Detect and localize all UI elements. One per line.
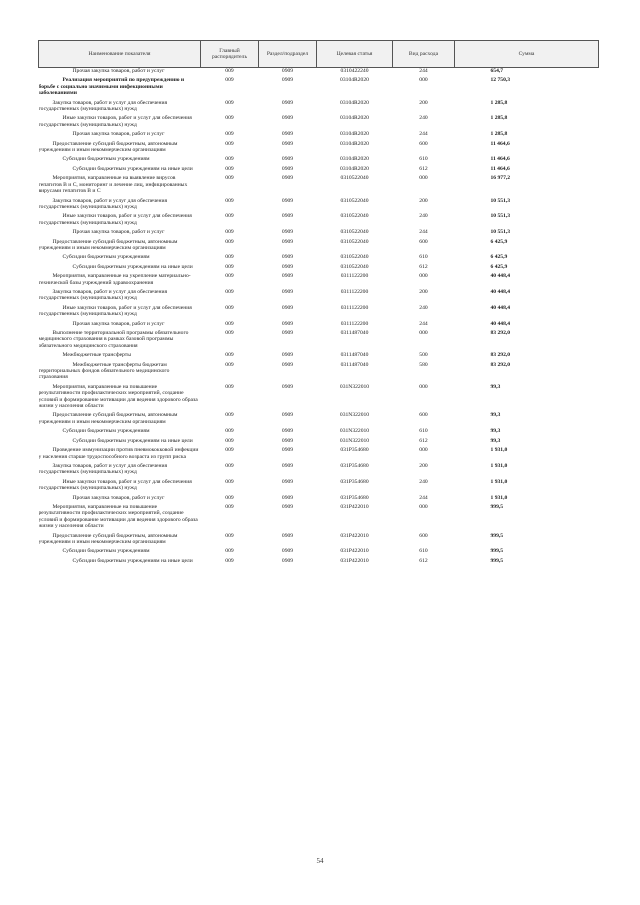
row-target-article: 031P422010 <box>340 503 369 510</box>
row-expense-type: 600 <box>419 532 428 539</box>
row-razdel: 0909 <box>281 238 294 245</box>
row-grbs: 009 <box>225 548 234 555</box>
table-row <box>39 270 599 286</box>
row-razdel: 0909 <box>281 548 294 555</box>
row-grbs: 009 <box>225 175 234 182</box>
row-target-article: 0311487040 <box>340 361 369 368</box>
table-row <box>39 251 599 260</box>
row-target-article: 031P354680 <box>340 494 369 501</box>
row-expense-type: 000 <box>419 330 428 336</box>
row-sum: 11 464,6 <box>490 140 510 147</box>
table-row <box>39 68 599 75</box>
row-target-article: 0310422240 <box>340 68 369 74</box>
row-grbs: 009 <box>225 447 234 454</box>
row-grbs: 009 <box>225 131 234 138</box>
row-sum: 6 425,9 <box>490 263 508 270</box>
row-razdel: 0909 <box>281 131 294 138</box>
row-expense-type: 240 <box>419 213 428 220</box>
row-sum: 12 750,3 <box>490 77 511 84</box>
table-row <box>39 97 599 113</box>
row-grbs: 009 <box>225 494 234 501</box>
row-sum: 1 285,8 <box>490 99 508 106</box>
row-grbs: 009 <box>225 478 234 485</box>
row-target-article: 0310522040 <box>340 263 369 270</box>
row-sum: 1 931,0 <box>490 478 508 485</box>
row-sum: 16 977,2 <box>490 175 511 182</box>
row-target-article: 031P422010 <box>340 548 369 555</box>
row-expense-type: 000 <box>419 447 428 454</box>
table-row <box>39 501 599 530</box>
table-header <box>39 41 599 68</box>
header-sum: Сумма <box>455 41 599 68</box>
row-grbs: 009 <box>225 330 234 336</box>
row-sum: 999,5 <box>490 503 504 510</box>
row-grbs: 009 <box>225 428 234 435</box>
row-grbs: 009 <box>225 238 234 245</box>
row-grbs: 009 <box>225 165 234 172</box>
row-grbs: 009 <box>225 115 234 122</box>
row-razdel: 0909 <box>281 156 294 163</box>
row-name: Закупка товаров, работ и услуг для обеспечения государственных (муниципальных) нужд <box>38 99 168 113</box>
row-grbs: 009 <box>225 254 234 261</box>
row-razdel: 0909 <box>281 412 294 419</box>
row-grbs: 009 <box>225 288 234 295</box>
row-expense-type: 500 <box>419 352 428 359</box>
row-expense-type: 200 <box>419 197 428 204</box>
row-razdel: 0909 <box>281 273 294 280</box>
row-sum: 83 292,0 <box>490 361 511 368</box>
row-expense-type: 244 <box>419 68 428 74</box>
row-target-article: 0310522040 <box>340 197 369 204</box>
row-name: Проведение иммунизации против пневмококковой инфекции у населения старше трудоспособного возраста из групп риска <box>38 447 199 460</box>
row-name: Выполнение территориальной программы обязательного медицинского страхования в рамках базовой программы обязательного медицинского страхования <box>38 330 189 349</box>
table-row <box>39 226 599 235</box>
table-row <box>39 492 599 501</box>
row-razdel: 0909 <box>281 320 294 327</box>
row-razdel: 0909 <box>281 462 294 469</box>
row-target-article: 031N322010 <box>339 437 370 444</box>
row-razdel: 0909 <box>281 557 294 564</box>
row-razdel: 0909 <box>281 115 294 122</box>
row-razdel: 0909 <box>281 304 294 311</box>
budget-table <box>38 40 599 564</box>
row-target-article: 0310522040 <box>340 229 369 236</box>
row-expense-type: 240 <box>419 304 428 311</box>
row-name: Предоставление субсидий бюджетным, автономным учреждениям и иным некоммерческим организациям <box>38 412 178 425</box>
row-expense-type: 000 <box>419 175 428 182</box>
row-name: Прочая закупка товаров, работ и услуг <box>72 68 165 74</box>
row-sum: 40 448,4 <box>490 288 511 295</box>
table-row <box>39 545 599 554</box>
row-razdel: 0909 <box>281 437 294 444</box>
row-name: Иные закупки товаров, работ и услуг для обеспечения государственных (муниципальных) нужд <box>38 213 192 226</box>
row-target-article: 0311487040 <box>340 330 369 336</box>
row-sum: 83 292,0 <box>490 352 511 359</box>
row-expense-type: 600 <box>419 140 428 147</box>
row-expense-type: 610 <box>419 548 428 555</box>
row-grbs: 009 <box>225 437 234 444</box>
row-name: Мероприятия, направленные на повышение результативности профилактических мероприятий, создание условий и формирование мотивации для ведения здорового образа жизни у населения области <box>38 503 198 530</box>
row-sum: 10 551,3 <box>490 229 511 236</box>
row-name: Прочая закупка товаров, работ и услуг <box>72 229 165 236</box>
row-grbs: 009 <box>225 503 234 510</box>
row-target-article: 0310522040 <box>340 254 369 261</box>
row-expense-type: 244 <box>419 229 428 236</box>
row-sum: 654,7 <box>490 68 504 74</box>
row-name: Субсидии бюджетным учреждениям <box>62 428 150 435</box>
table-row <box>39 327 599 349</box>
row-expense-type: 000 <box>419 273 428 280</box>
row-target-article: 031N322010 <box>339 412 370 419</box>
row-name: Субсидии бюджетным учреждениям <box>62 156 150 163</box>
row-grbs: 009 <box>225 352 234 359</box>
row-sum: 83 292,0 <box>490 330 511 336</box>
row-target-article: 03104R2020 <box>340 115 369 122</box>
row-expense-type: 244 <box>419 494 428 501</box>
row-expense-type: 240 <box>419 115 428 122</box>
row-target-article: 0311487040 <box>340 352 369 359</box>
row-razdel: 0909 <box>281 288 294 295</box>
row-name: Прочая закупка товаров, работ и услуг <box>72 131 165 138</box>
row-sum: 999,5 <box>490 557 504 564</box>
row-razdel: 0909 <box>281 229 294 236</box>
row-sum: 40 448,4 <box>490 320 511 327</box>
row-expense-type: 000 <box>419 383 428 390</box>
header-target-article: Целевая статья <box>317 41 393 68</box>
row-expense-type: 610 <box>419 254 428 261</box>
table-row <box>39 555 599 564</box>
header-name: Наименование показателя <box>39 41 201 68</box>
row-name: Межбюджетные трансферты <box>62 352 131 359</box>
row-target-article: 031P354680 <box>340 462 369 469</box>
table-row <box>39 128 599 137</box>
table-row <box>39 236 599 252</box>
row-razdel: 0909 <box>281 361 294 368</box>
header-grbs: Главный распорядитель <box>201 41 259 68</box>
table-row <box>39 138 599 154</box>
row-razdel: 0909 <box>281 213 294 220</box>
row-grbs: 009 <box>225 156 234 163</box>
row-sum: 1 931,0 <box>490 494 508 501</box>
row-razdel: 0909 <box>281 503 294 510</box>
row-grbs: 009 <box>225 532 234 539</box>
table-row <box>39 195 599 211</box>
row-name: Субсидии бюджетным учреждениям на иные цели <box>72 165 193 172</box>
row-razdel: 0909 <box>281 99 294 106</box>
table-row <box>39 74 599 96</box>
table-row <box>39 210 599 226</box>
row-target-article: 031P354680 <box>340 478 369 485</box>
row-grbs: 009 <box>225 140 234 147</box>
row-name: Иные закупки товаров, работ и услуг для обеспечения государственных (муниципальных) нужд <box>38 115 192 128</box>
row-razdel: 0909 <box>281 494 294 501</box>
row-razdel: 0909 <box>281 352 294 359</box>
row-sum: 999,5 <box>490 532 504 539</box>
table-row <box>39 444 599 460</box>
row-name: Субсидии бюджетным учреждениям на иные цели <box>72 557 193 564</box>
row-target-article: 03104R2020 <box>340 165 369 172</box>
table-row <box>39 112 599 128</box>
row-expense-type: 612 <box>419 165 428 172</box>
row-razdel: 0909 <box>281 77 294 84</box>
row-sum: 1 931,0 <box>490 447 508 454</box>
row-name: Мероприятия, направленные на выявление вирусов гепатитов В и С, мониторинг и лечение лиц, инфицированных вирусами гепатитов В и С <box>38 175 188 195</box>
row-grbs: 009 <box>225 462 234 469</box>
row-target-article: 031N322010 <box>339 428 370 435</box>
table-row <box>39 425 599 434</box>
table-row <box>39 530 599 546</box>
row-razdel: 0909 <box>281 254 294 261</box>
table-row <box>39 302 599 318</box>
row-target-article: 031P354680 <box>340 447 369 454</box>
row-name: Субсидии бюджетным учреждениям на иные цели <box>72 263 193 270</box>
table-row <box>39 153 599 162</box>
row-expense-type: 612 <box>419 557 428 564</box>
row-target-article: 03104R2020 <box>340 99 369 106</box>
row-expense-type: 244 <box>419 320 428 327</box>
row-razdel: 0909 <box>281 330 294 336</box>
row-grbs: 009 <box>225 383 234 390</box>
table-row <box>39 476 599 492</box>
row-sum: 1 285,8 <box>490 115 508 122</box>
row-expense-type: 610 <box>419 428 428 435</box>
row-name: Мероприятия, направленные на повышение результативности профилактических мероприятий, создание условий и формирование мотивации для ведения здорового образа жизни у населения области <box>38 383 198 410</box>
row-razdel: 0909 <box>281 165 294 172</box>
row-name: Предоставление субсидий бюджетным, автономным учреждениям и иным некоммерческим организациям <box>38 238 178 251</box>
row-expense-type: 600 <box>419 412 428 419</box>
table-row <box>39 318 599 327</box>
header-razdel: Раздел/подраздел <box>259 41 317 68</box>
table-row <box>39 349 599 358</box>
row-sum: 1 285,8 <box>490 131 508 138</box>
row-target-article: 03104R2020 <box>340 77 369 84</box>
row-sum: 99,3 <box>490 383 501 390</box>
row-expense-type: 200 <box>419 288 428 295</box>
row-target-article: 0311122200 <box>340 288 369 295</box>
table-row <box>39 460 599 476</box>
row-grbs: 009 <box>225 68 234 74</box>
header-expense-type: Вид расхода <box>393 41 455 68</box>
table-row <box>39 359 599 381</box>
row-sum: 11 464,6 <box>490 165 510 172</box>
row-target-article: 03104R2020 <box>340 156 369 163</box>
row-razdel: 0909 <box>281 447 294 454</box>
table-body <box>39 68 599 565</box>
row-grbs: 009 <box>225 361 234 368</box>
row-target-article: 03104R2020 <box>340 140 369 147</box>
row-name: Закупка товаров, работ и услуг для обеспечения государственных (муниципальных) нужд <box>38 288 168 302</box>
row-grbs: 009 <box>225 77 234 84</box>
row-grbs: 009 <box>225 320 234 327</box>
row-target-article: 0311122200 <box>340 304 369 311</box>
row-grbs: 009 <box>225 557 234 564</box>
row-target-article: 0310522040 <box>340 213 369 220</box>
row-razdel: 0909 <box>281 383 294 390</box>
table-row <box>39 172 599 194</box>
row-expense-type: 610 <box>419 156 428 163</box>
page-number: 54 <box>316 857 324 865</box>
row-razdel: 0909 <box>281 175 294 182</box>
row-sum: 6 425,9 <box>490 238 508 245</box>
row-razdel: 0909 <box>281 428 294 435</box>
table-row <box>39 261 599 270</box>
row-target-article: 03104R2020 <box>340 131 369 138</box>
row-razdel: 0909 <box>281 197 294 204</box>
row-name: Прочая закупка товаров, работ и услуг <box>72 320 165 327</box>
row-name: Субсидии бюджетным учреждениям <box>62 254 150 261</box>
row-grbs: 009 <box>225 412 234 419</box>
row-expense-type: 000 <box>419 503 428 510</box>
row-sum: 99,3 <box>490 412 501 419</box>
row-name: Предоставление субсидий бюджетным, автономным учреждениям и иным некоммерческим организациям <box>38 532 178 545</box>
row-expense-type: 612 <box>419 263 428 270</box>
row-razdel: 0909 <box>281 478 294 485</box>
row-name: Прочая закупка товаров, работ и услуг <box>72 494 165 501</box>
row-sum: 40 448,4 <box>490 304 511 311</box>
row-grbs: 009 <box>225 263 234 270</box>
row-grbs: 009 <box>225 99 234 106</box>
row-name: Предоставление субсидий бюджетным, автономным учреждениям и иным некоммерческим организациям <box>38 140 178 154</box>
row-razdel: 0909 <box>281 532 294 539</box>
row-target-article: 031P422010 <box>340 532 369 539</box>
row-grbs: 009 <box>225 273 234 280</box>
row-expense-type: 000 <box>419 77 428 84</box>
row-target-article: 031N322010 <box>339 383 370 390</box>
table-row <box>39 381 599 410</box>
row-grbs: 009 <box>225 213 234 220</box>
row-razdel: 0909 <box>281 140 294 147</box>
row-expense-type: 612 <box>419 437 428 444</box>
row-expense-type: 244 <box>419 131 428 138</box>
row-sum: 10 551,3 <box>490 197 511 204</box>
row-target-article: 0310522040 <box>340 238 369 245</box>
row-sum: 10 551,3 <box>490 213 511 220</box>
table-row <box>39 163 599 172</box>
row-expense-type: 240 <box>419 478 428 485</box>
row-grbs: 009 <box>225 304 234 311</box>
row-name: Иные закупки товаров, работ и услуг для обеспечения государственных (муниципальных) нужд <box>38 304 192 318</box>
row-name: Мероприятия, направленные на укрепление материально-технической базы учреждений здравоохранения <box>38 273 191 286</box>
row-target-article: 0311122200 <box>340 320 369 327</box>
row-sum: 99,3 <box>490 428 501 435</box>
row-name: Иные закупки товаров, работ и услуг для обеспечения государственных (муниципальных) нужд <box>38 478 192 492</box>
row-name: Закупка товаров, работ и услуг для обеспечения государственных (муниципальных) нужд <box>38 197 168 210</box>
table-row <box>39 435 599 444</box>
row-razdel: 0909 <box>281 263 294 270</box>
row-name: Субсидии бюджетным учреждениям <box>62 548 150 555</box>
row-grbs: 009 <box>225 229 234 236</box>
table-row <box>39 286 599 302</box>
row-target-article: 031P422010 <box>340 557 369 564</box>
row-target-article: 0311122200 <box>340 273 369 280</box>
row-expense-type: 580 <box>419 361 428 368</box>
row-name: Субсидии бюджетным учреждениям на иные цели <box>72 437 193 444</box>
row-expense-type: 200 <box>419 99 428 106</box>
row-grbs: 009 <box>225 197 234 204</box>
row-sum: 40 448,4 <box>490 273 511 280</box>
row-sum: 11 464,6 <box>490 156 510 163</box>
row-expense-type: 600 <box>419 238 428 245</box>
row-name: Межбюджетные трансферты бюджетам территориальных фондов обязательного медицинского страхования <box>38 361 170 381</box>
row-target-article: 0310522040 <box>340 175 369 182</box>
table-row <box>39 409 599 425</box>
row-sum: 1 931,0 <box>490 462 508 469</box>
row-sum: 6 425,9 <box>490 254 508 261</box>
row-razdel: 0909 <box>281 68 294 74</box>
row-name: Реализация мероприятий по предупреждению и борьбе с социально значимыми инфекционными заболеваниями <box>38 77 185 97</box>
row-expense-type: 200 <box>419 462 428 469</box>
row-sum: 99,3 <box>490 437 501 444</box>
row-sum: 999,5 <box>490 548 504 555</box>
row-name: Закупка товаров, работ и услуг для обеспечения государственных (муниципальных) нужд <box>38 462 168 476</box>
